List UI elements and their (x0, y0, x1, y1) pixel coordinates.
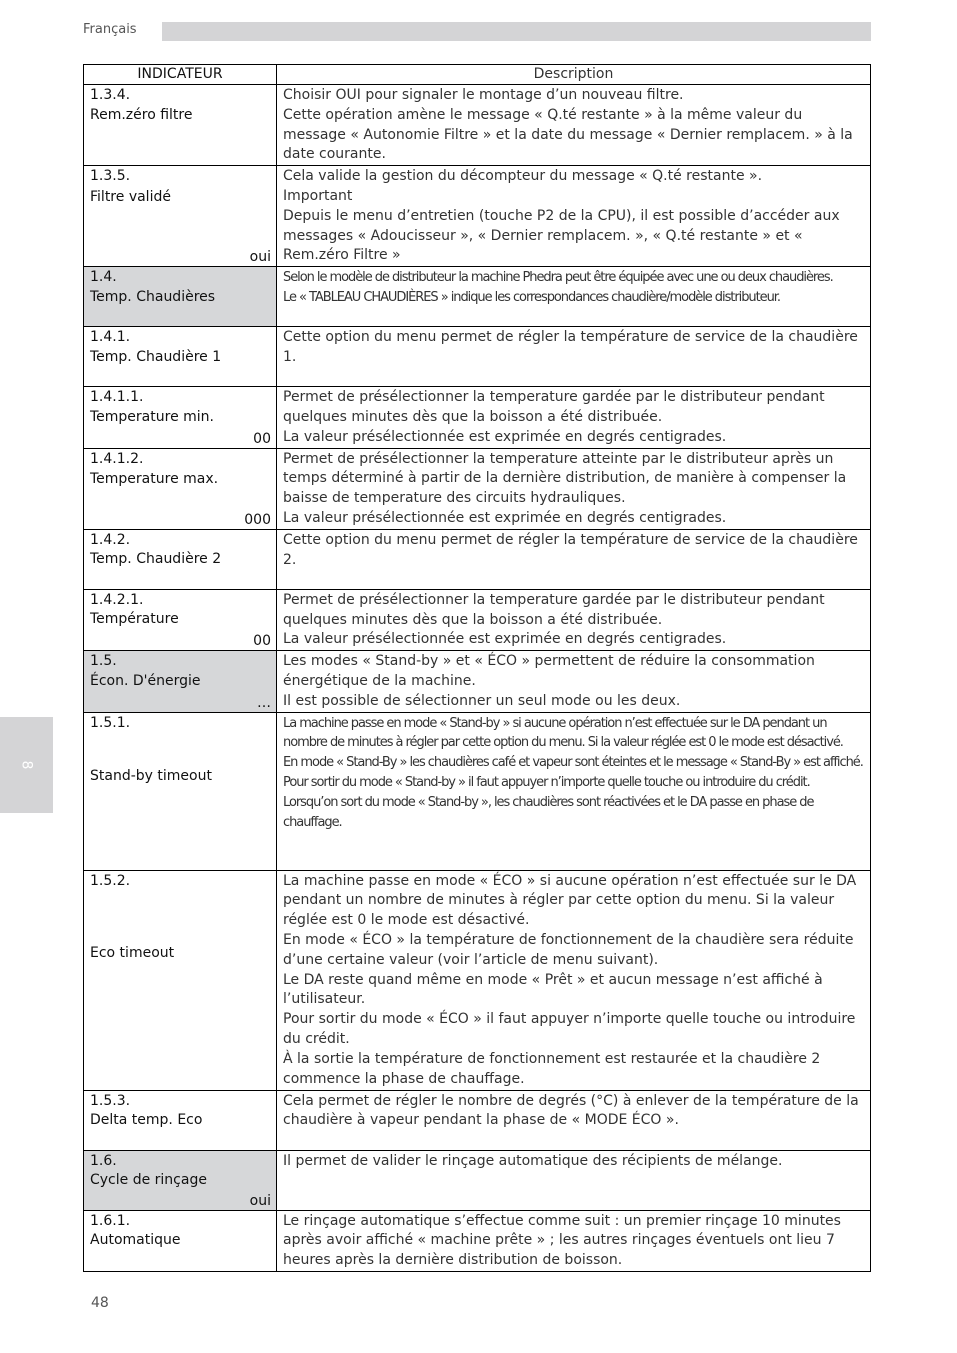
table-row (84, 85, 871, 166)
description-paragraph: Il permet de valider le rinçage automatique des récipients de mélange. (283, 1152, 783, 1169)
description-paragraph: Le rinçage automatique s’effectue comme suit : un premier rinçage 10 minutes après avoir affiché « machine prête » ; les autres rinçages éventuels ont lieu 7 heures après la dernière distribution de boisson. (283, 1212, 841, 1269)
indicator-label: Eco timeout (90, 945, 175, 962)
description-paragraph: Choisir OUI pour signaler le montage d’un nouveau filtre. (283, 87, 684, 103)
indicator-label: Temperature max. (90, 471, 219, 488)
table-row (84, 1210, 871, 1271)
description-cell (277, 448, 871, 529)
description-paragraph: Permet de présélectionner la temperature gardée par le distributeur pendant quelques minutes dès que la boisson a été distribuée. (283, 591, 825, 628)
indicator-code: 1.4. (90, 269, 117, 286)
indicator-cell (84, 1210, 277, 1271)
indicator-value: 00 (253, 633, 271, 650)
description-paragraph: Cela valide la gestion du décompteur du message « Q.té restante ». (283, 168, 763, 185)
description-cell (277, 387, 871, 448)
description-cell (277, 1090, 871, 1150)
indicator-cell (84, 387, 277, 448)
table-row (84, 327, 871, 387)
indicator-code: 1.3.5. (90, 168, 131, 185)
indicator-label: Stand-by timeout (90, 768, 212, 785)
description-cell (277, 166, 871, 267)
indicator-cell (84, 1090, 277, 1150)
description-cell (277, 712, 871, 870)
indicator-label: Température (90, 611, 179, 628)
indicator-code: 1.5. (90, 653, 117, 670)
indicator-code: 1.6.1. (90, 1212, 131, 1229)
chapter-tab (0, 717, 53, 813)
description-paragraph: La valeur présélectionnée est exprimée en degrés centigrades. (283, 428, 727, 445)
table-row (84, 870, 871, 1090)
description-paragraph: La valeur présélectionnée est exprimée en degrés centigrades. (283, 631, 727, 648)
description-cell (277, 589, 871, 650)
indicator-cell (84, 85, 277, 166)
indicator-cell (84, 448, 277, 529)
description-paragraph: La machine passe en mode « ÉCO » si aucune opération n’est effectuée sur le DA pendant un nombre de minutes à régler par cette option du menu. Si la valeur réglée est 0 le mode est désactivé. (283, 872, 857, 929)
indicator-table (83, 64, 871, 1272)
indicator-code: 1.4.2.1. (90, 591, 144, 608)
indicator-value: 00 (253, 430, 271, 447)
description-cell (277, 529, 871, 589)
table-row (84, 267, 871, 327)
indicator-label: Temperature min. (90, 408, 214, 425)
indicator-label: Temp. Chaudière 2 (90, 551, 222, 568)
indicator-label: Filtre validé (90, 188, 171, 205)
indicator-label: Écon. D'énergie (90, 672, 201, 689)
description-cell (277, 327, 871, 387)
description-paragraph: Cette option du menu permet de régler la température de service de la chaudière 1. (283, 329, 858, 365)
description-paragraph: Le DA reste quand même en mode « Prêt » et aucun message n’est affiché à l’utilisateur. (283, 971, 823, 1008)
table-row (84, 1090, 871, 1150)
indicator-code: 1.4.1. (90, 329, 131, 346)
indicator-cell (84, 327, 277, 387)
table-row (84, 589, 871, 650)
description-paragraph: Les modes « Stand-by » et « ÉCO » permettent de réduire la consommation énergétique de la machine. (283, 653, 815, 689)
chapter-number: 8 (18, 760, 35, 770)
table-row (84, 651, 871, 712)
indicator-label: Temp. Chaudières (90, 288, 216, 305)
indicator-cell (84, 712, 277, 870)
indicator-cell (84, 870, 277, 1090)
indicator-code: 1.4.2. (90, 531, 131, 548)
table-row (84, 166, 871, 267)
table-row (84, 1150, 871, 1210)
description-paragraph: Il est possible de sélectionner un seul mode ou les deux. (283, 692, 681, 709)
table-row (84, 712, 871, 870)
column-header-indicateur: INDICATEUR (84, 65, 277, 85)
description-paragraph: Cette opération amène le message « Q.té restante » à la même valeur du message « Autonomie Filtre » et la date du message « Dernier remplacem. » à la date courante. (283, 106, 853, 163)
indicator-cell (84, 651, 277, 712)
description-paragraph: Selon le modèle de distributeur la machine Phedra peut être équipée avec une ou deux chaudières. (283, 270, 833, 286)
table-row (84, 448, 871, 529)
description-paragraph: Permet de présélectionner la temperature gardée par le distributeur pendant quelques minutes dès que la boisson a été distribuée. (283, 389, 825, 425)
indicator-label: Rem.zéro filtre (90, 106, 193, 123)
description-paragraph: Important (283, 187, 353, 204)
description-paragraph: Pour sortir du mode « ÉCO » il faut appuyer n’importe quelle touche ou introduire du crédit. (283, 1011, 856, 1047)
indicator-label: Cycle de rinçage (90, 1172, 207, 1189)
description-paragraph: Depuis le menu d’entretien (touche P2 de la CPU), il est possible d’accéder aux messages « Adoucisseur », « Dernier remplacem. », « Q.té restante » et « Rem.zéro Filtre » (283, 207, 840, 264)
description-cell (277, 267, 871, 327)
indicator-code: 1.5.2. (90, 872, 131, 889)
description-paragraph: Le « TABLEAU CHAUDIÈRES » indique les correspondances chaudière/modèle distributeur. (283, 289, 780, 305)
description-paragraph: Cela permet de régler le nombre de degrés (°C) à enlever de la température de la chaudière à vapeur pendant la phase de « MODE ÉCO ». (283, 1092, 859, 1129)
description-cell (277, 85, 871, 166)
description-paragraph: Cette option du menu permet de régler la température de service de la chaudière 2. (283, 531, 858, 568)
indicator-code: 1.5.1. (90, 714, 131, 731)
column-header-description: Description (277, 65, 871, 85)
table-row (84, 387, 871, 448)
indicator-cell (84, 267, 277, 327)
table-row (84, 529, 871, 589)
description-paragraph: Lorsqu’on sort du mode « Stand-by », les chaudières sont réactivées et le DA passe en phase de chauffage. (283, 794, 814, 830)
description-paragraph: À la sortie la température de fonctionnement est restaurée et la chaudière 2 commence la phase de chauffage. (283, 1050, 821, 1087)
indicator-cell (84, 1150, 277, 1210)
indicator-value: oui (249, 249, 271, 266)
page-number: 48 (91, 1295, 109, 1311)
indicator-code: 1.5.3. (90, 1092, 131, 1109)
description-paragraph: La machine passe en mode « Stand-by » si aucune opération n’est effectuée sur le DA pendant un nombre de minutes à régler par cette option du menu. Si la valeur réglée est 0 le mode est désactivé. (283, 715, 843, 751)
description-cell (277, 651, 871, 712)
description-paragraph: En mode « Stand-By » les chaudières café et vapeur sont éteintes et le message « Stand-By » est affiché. (283, 755, 863, 771)
description-paragraph: La valeur présélectionnée est exprimée en degrés centigrades. (283, 509, 727, 526)
indicator-cell (84, 529, 277, 589)
indicator-label: Automatique (90, 1232, 181, 1249)
description-cell (277, 1210, 871, 1271)
indicator-code: 1.3.4. (90, 87, 131, 103)
description-paragraph: Pour sortir du mode « Stand-by » il faut appuyer n’importe quelle touche ou introduire du crédit. (283, 774, 810, 790)
indicator-label: Delta temp. Eco (90, 1112, 203, 1129)
header-bar (162, 22, 871, 41)
description-cell (277, 870, 871, 1090)
indicator-code: 1.4.1.1. (90, 389, 144, 406)
indicator-code: 1.6. (90, 1152, 117, 1169)
description-paragraph: En mode « ÉCO » la température de fonctionnement de la chaudière sera réduite d’une certaine valeur (voir l’article de menu suivant). (283, 931, 854, 968)
indicator-code: 1.4.1.2. (90, 450, 144, 467)
indicator-value: oui (249, 1192, 271, 1209)
indicator-cell (84, 589, 277, 650)
indicator-value: 000 (244, 511, 271, 528)
description-paragraph: Permet de présélectionner la temperature atteinte par le distributeur après un temps déterminé à partir de la dernière distribution, de manière à compenser la baisse de temperature des circuits hydrauliques. (283, 450, 847, 507)
language-label: Français (83, 22, 137, 37)
indicator-cell (84, 166, 277, 267)
table-header-row (84, 65, 871, 85)
description-cell (277, 1150, 871, 1210)
indicator-label: Temp. Chaudière 1 (90, 348, 222, 365)
indicator-value: … (257, 694, 271, 711)
